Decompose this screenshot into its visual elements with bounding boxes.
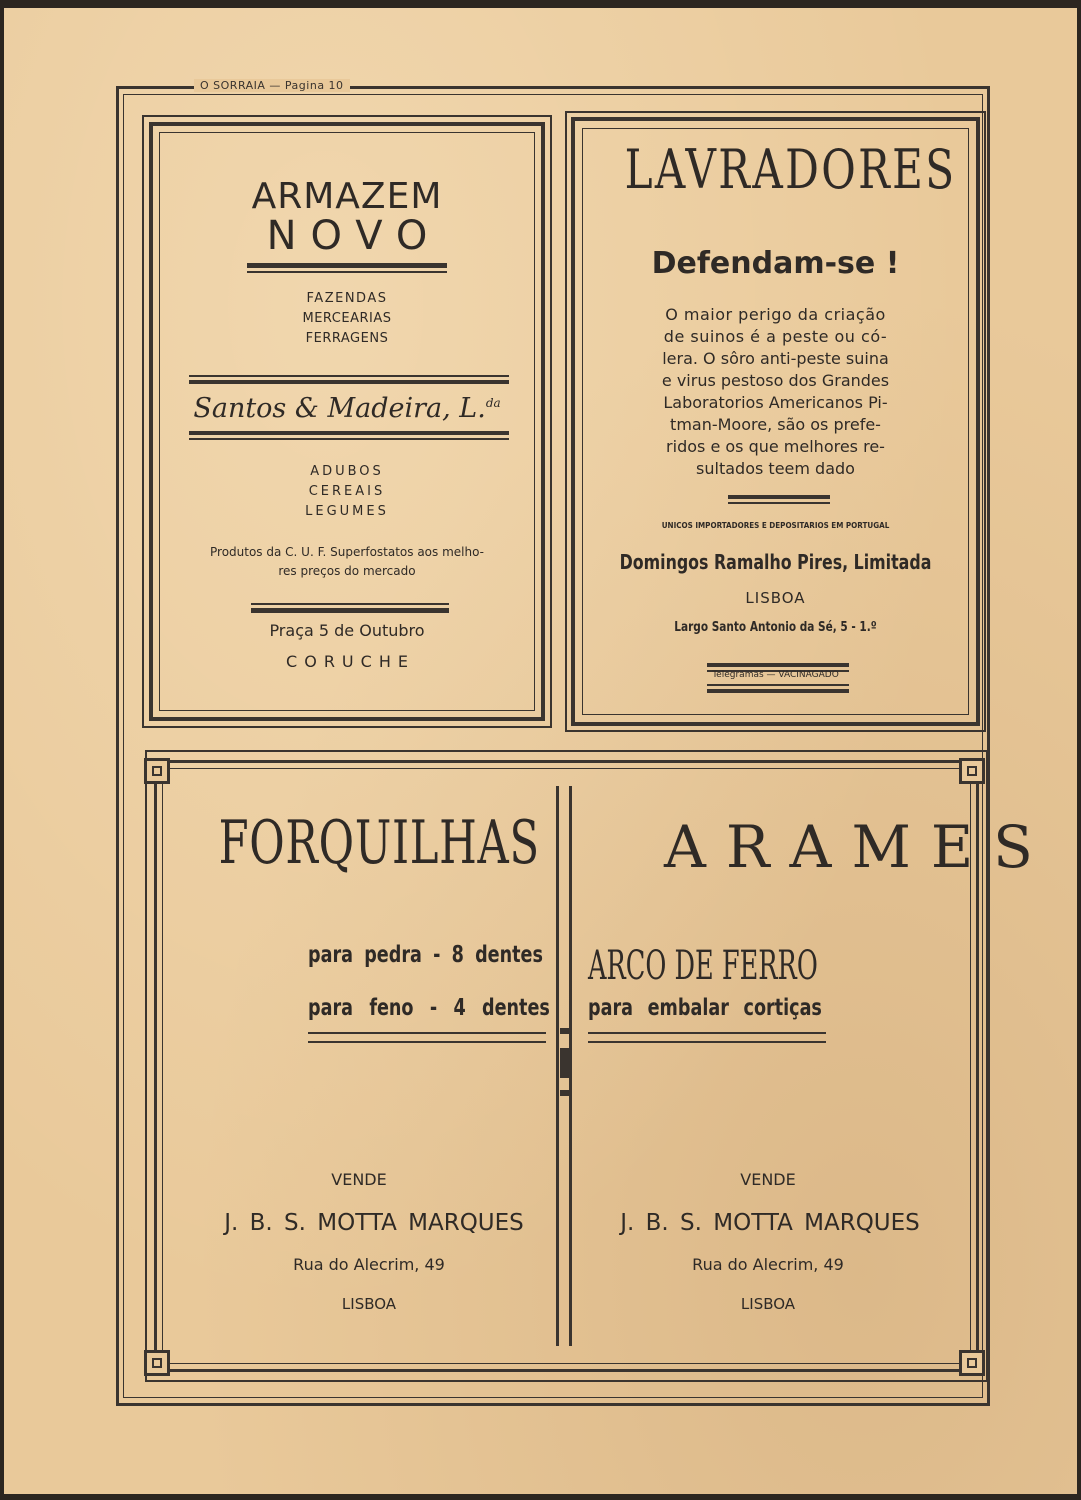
divider [707,689,849,693]
lavradores-body-7: ridos e os que melhores re- [666,437,885,456]
divider [247,263,447,268]
lavradores-title: LAVRADORES [624,138,957,201]
lavradores-body-4: e virus pestoso dos Grandes [661,371,890,390]
armazem-company [159,393,535,424]
arames-street: Rua do Alecrim, 49 [692,1255,844,1274]
corner-ornament-icon [144,758,170,784]
divider [251,608,449,613]
armazem-company-name: Santos & Madeira, L. [193,393,486,424]
armazem-goods-1: FAZENDAS [306,291,388,306]
forquilhas-city: LISBOA [341,1295,397,1313]
armazem-goods-2: MERCEARIAS [302,311,392,326]
divider [189,375,509,377]
forquilhas-vende: VENDE [331,1170,387,1189]
divider [308,1041,546,1043]
lavradores-body-2: de suinos é a peste ou có- [663,327,888,346]
armazem-product-3: LEGUMES [305,504,389,519]
forquilhas-line2: para feno - 4 dentes [308,995,550,1021]
divider [189,380,509,384]
armazem-title-line1: ARMAZEM [251,176,443,217]
forquilhas-line1: para pedra - 8 dentes [308,942,543,968]
divider [189,431,509,435]
center-divider-ornament [560,1028,569,1034]
lavradores-city: LISBOA [745,589,806,607]
forquilhas-seller: J. B. S. MOTTA MARQUES [224,1210,524,1236]
lavradores-body-8: sultados teem dado [696,459,855,478]
armazem-town: CORUCHE [286,652,415,671]
newspaper-page [4,8,1077,1494]
divider [707,684,849,686]
page-header: O SORRAIA — Pagina 10 [194,79,350,92]
lavradores-address: Largo Santo Antonio da Sé, 5 - 1.º [674,620,877,635]
armazem-title-line2: NOVO [266,213,442,259]
armazem-address: Praça 5 de Outubro [269,621,425,640]
forquilhas-title: FORQUILHAS [218,808,540,878]
divider [189,438,509,440]
arames-title: ARAMES [664,813,1053,881]
lavradores-telegram: Telegramas — VACINAGADO [712,670,839,680]
arames-vende: VENDE [740,1170,796,1189]
arames-city: LISBOA [740,1295,796,1313]
arames-seller: J. B. S. MOTTA MARQUES [620,1210,920,1236]
divider [247,271,447,273]
center-divider-ornament [560,1048,569,1078]
divider [308,1032,546,1034]
center-divider-ornament [560,1090,569,1096]
lavradores-body-6: tman-Moore, são os prefe- [670,415,881,434]
armazem-company-sup: da [485,396,501,410]
arames-line1: ARCO DE FERRO [588,943,818,989]
lavradores-body-1: O maior perigo da criação [665,305,886,324]
lavradores-company: Domingos Ramalho Pires, Limitada [619,550,932,574]
armazem-goods-3: FERRAGENS [305,331,389,346]
divider [251,603,449,605]
divider [728,495,830,499]
lavradores-body-3: lera. O sôro anti-peste suina [662,349,889,368]
armazem-product-1: ADUBOS [310,464,384,479]
divider [707,663,849,667]
lavradores-subtitle: Defendam-se ! [651,246,900,281]
armazem-note-1: Produtos da C. U. F. Superfostatos aos melho- [210,545,484,559]
corner-ornament-icon [959,1350,985,1376]
lavradores-body-5: Laboratorios Americanos Pi- [663,393,888,412]
lavradores-importers: UNICOS IMPORTADORES E DEPOSITARIOS EM PORTUGAL [661,521,890,530]
arames-line2: para embalar cortiças [588,995,822,1021]
divider [588,1041,826,1043]
forquilhas-street: Rua do Alecrim, 49 [293,1255,445,1274]
divider [728,502,830,504]
corner-ornament-icon [959,758,985,784]
armazem-product-2: CEREAIS [308,484,386,499]
corner-ornament-icon [144,1350,170,1376]
divider [588,1032,826,1034]
armazem-note-2: res preços do mercado [278,564,416,578]
